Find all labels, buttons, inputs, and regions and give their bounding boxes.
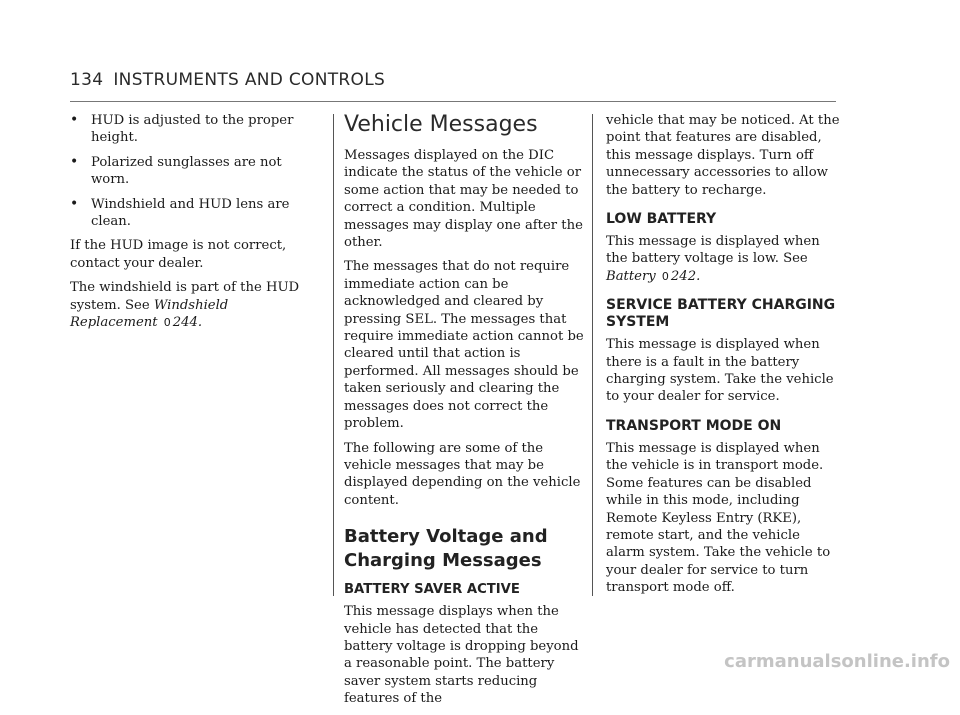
paragraph: This message is displayed when there is a fault in the battery charging system. Take the vehicle to your dealer for service.	[606, 337, 834, 405]
message-heading: TRANSPORT MODE ON	[606, 417, 782, 434]
paragraph: The following are some of the vehicle messages that may be displayed depending on the vehicle content.	[344, 440, 581, 508]
column-divider	[333, 114, 334, 596]
cross-reference-link[interactable]: Battery	[606, 268, 656, 284]
message-heading: LOW BATTERY	[606, 211, 717, 228]
paragraph: The windshield is part of the HUD system. See Windshield Replacement 0 244.	[70, 280, 300, 331]
paragraph: This message displays when the vehicle has detected that the battery voltage is dropping beyond a reasonable point. The battery saver system starts reducing features of the	[344, 604, 579, 707]
list-item: • Polarized sunglasses are not worn.	[70, 153, 282, 188]
message-heading: SERVICE BATTERY CHARGING SYSTEM	[606, 297, 836, 331]
column-2	[344, 112, 584, 715]
list-item: • HUD is adjusted to the proper height.	[70, 112, 294, 146]
paragraph: This message is displayed when the vehicle is in transport mode. Some features can be disabled while in this mode, including Remote Keyless Entry (RKE), remote start, and the vehicle alarm system. Take the vehicle to your dealer for service to turn transport mode off.	[606, 440, 831, 596]
paragraph: If the HUD image is not correct, contact your dealer.	[70, 238, 287, 271]
list-item: • Windshield and HUD lens are clean.	[70, 195, 290, 230]
page-reference-icon: 0	[661, 269, 669, 283]
cross-reference-link[interactable]: Windshield Replacement	[70, 297, 229, 331]
watermark: carmanualsonline.info	[724, 651, 950, 672]
page-reference: 242.	[670, 268, 701, 284]
paragraph: The messages that do not require immediate action can be acknowledged and cleared by pressing SEL. The messages that require immediate action cannot be cleared until that action is performed. All messages should be taken seriously and clearing the messages does not correct the problem.	[344, 259, 584, 432]
page-number: 134	[70, 70, 104, 90]
section-title: INSTRUMENTS AND CONTROLS	[113, 70, 386, 90]
bullet-icon: •	[70, 153, 79, 170]
section-heading: Vehicle Messages	[344, 112, 538, 137]
column-1	[70, 112, 318, 338]
message-heading: BATTERY SAVER ACTIVE	[344, 582, 520, 598]
column-3	[606, 112, 840, 604]
page-reference-icon: 0	[163, 316, 171, 330]
bullet-icon: •	[70, 112, 79, 128]
paragraph: Messages displayed on the DIC indicate the status of the vehicle or some action that may be needed to correct a condition. Multiple messages may display one after the other.	[344, 148, 583, 251]
page-reference: 244.	[172, 315, 203, 331]
subsection-heading: Battery Voltage and Charging Messages	[344, 526, 548, 572]
header-rule	[70, 101, 836, 102]
bullet-icon: •	[70, 195, 79, 212]
column-divider	[592, 114, 593, 596]
page-header	[70, 70, 385, 90]
paragraph: vehicle that may be noticed. At the point that features are disabled, this message displays. Turn off unnecessary accessories to allow the battery to recharge.	[606, 113, 840, 198]
paragraph: This message is displayed when the battery voltage is low. See Battery 0 242.	[606, 234, 820, 284]
